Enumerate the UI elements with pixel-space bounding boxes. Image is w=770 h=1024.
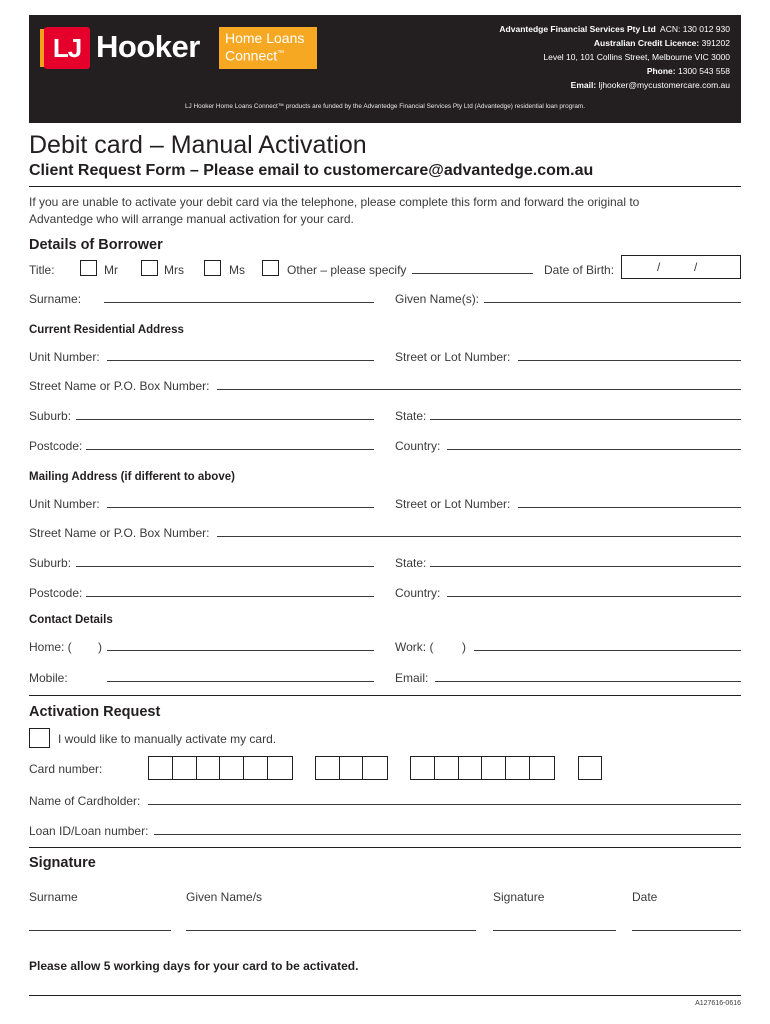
logo-home-loans-text: Home Loans: [225, 30, 305, 46]
contact-email-label: Email:: [395, 671, 429, 685]
divider: [29, 995, 741, 996]
sig-surname-label: Surname: [29, 890, 78, 904]
given-names-field[interactable]: [484, 292, 741, 303]
phone-label: Phone:: [646, 66, 676, 76]
mail-street-lot-field[interactable]: [518, 497, 741, 508]
card-digit-box[interactable]: [363, 757, 387, 779]
cardholder-label: Name of Cardholder:: [29, 794, 141, 808]
email-value: ljhooker@mycustomercare.com.au: [598, 80, 730, 90]
card-digit-box[interactable]: [579, 757, 601, 779]
res-postcode-field[interactable]: [86, 439, 374, 450]
mail-unit-label: Unit Number:: [29, 497, 100, 511]
given-names-label: Given Name(s):: [395, 292, 480, 306]
section-heading-activation: Activation Request: [29, 704, 161, 720]
intro-text-line2: Advantedge who will arrange manual activation for your card.: [29, 212, 354, 226]
card-digit-box[interactable]: [244, 757, 268, 779]
mail-postcode-field[interactable]: [86, 586, 374, 597]
mail-street-lot-label: Street or Lot Number:: [395, 497, 511, 511]
card-number-group-1[interactable]: [148, 756, 293, 780]
page-subtitle: Client Request Form – Please email to customercare@advantedge.com.au: [29, 162, 594, 179]
title-ms-label: Ms: [229, 263, 245, 277]
intro-text-line1: If you are unable to activate your debit card via the telephone, please complete this form and forward the original to: [29, 195, 640, 209]
card-number-group-3[interactable]: [410, 756, 555, 780]
work-phone-field[interactable]: [474, 640, 741, 651]
sig-signature-field[interactable]: [493, 920, 616, 931]
res-state-label: State:: [395, 409, 427, 423]
processing-note: Please allow 5 working days for your card to be activated.: [29, 959, 359, 973]
res-unit-field[interactable]: [107, 350, 374, 361]
mobile-field[interactable]: [107, 671, 374, 682]
res-street-lot-field[interactable]: [518, 350, 741, 361]
phone-line: [647, 64, 730, 78]
mail-postcode-label: Postcode:: [29, 586, 83, 600]
mail-suburb-label: Suburb:: [29, 556, 72, 570]
title-other-field[interactable]: [412, 263, 533, 274]
header-banner: [29, 15, 741, 123]
res-country-field[interactable]: [447, 439, 741, 450]
licence-line: [594, 36, 730, 50]
page-title: Debit card – Manual Activation: [29, 131, 367, 159]
section-heading-signature: Signature: [29, 855, 96, 871]
company-acn: ACN: 130 012 930: [660, 24, 730, 34]
surname-label: Surname:: [29, 292, 82, 306]
contact-email-field[interactable]: [435, 671, 741, 682]
mobile-label: Mobile:: [29, 671, 68, 685]
title-label: Title:: [29, 263, 55, 277]
form-code: A127616-0616: [695, 1000, 741, 1007]
funding-note: LJ Hooker Home Loans Connect™ products are funded by the Advantedge Financial Services Pty Ltd (Advantedge) residential loan program.: [185, 103, 585, 110]
dob-label: Date of Birth:: [544, 263, 615, 277]
card-digit-box[interactable]: [316, 757, 340, 779]
card-digit-box[interactable]: [530, 757, 554, 779]
title-mrs-checkbox[interactable]: [141, 260, 158, 276]
card-digit-box[interactable]: [482, 757, 506, 779]
company-name: Advantedge Financial Services Pty Ltd: [499, 24, 656, 34]
dob-separator: /: [694, 260, 698, 274]
section-heading-residential: Current Residential Address: [29, 324, 184, 336]
card-digit-box[interactable]: [340, 757, 364, 779]
work-phone-paren: ): [462, 640, 466, 654]
card-number-group-4[interactable]: [578, 756, 602, 780]
loan-id-field[interactable]: [154, 824, 741, 835]
mail-state-field[interactable]: [430, 556, 741, 567]
email-label: Email:: [570, 80, 597, 90]
card-digit-box[interactable]: [459, 757, 483, 779]
res-suburb-label: Suburb:: [29, 409, 72, 423]
lj-hooker-logo: [44, 27, 304, 69]
mail-unit-field[interactable]: [107, 497, 374, 508]
res-postcode-label: Postcode:: [29, 439, 83, 453]
home-phone-field[interactable]: [107, 640, 374, 651]
section-heading-borrower: Details of Borrower: [29, 237, 163, 253]
company-line: [499, 22, 730, 36]
res-country-label: Country:: [395, 439, 441, 453]
dob-separator: /: [657, 260, 661, 274]
res-street-name-label: Street Name or P.O. Box Number:: [29, 379, 210, 393]
section-heading-mailing: Mailing Address (if different to above): [29, 471, 235, 483]
section-heading-contact: Contact Details: [29, 614, 113, 626]
title-other-checkbox[interactable]: [262, 260, 279, 276]
sig-date-field[interactable]: [632, 920, 741, 931]
sig-date-label: Date: [632, 890, 658, 904]
logo-lj-mark: LJ: [44, 27, 90, 69]
res-unit-label: Unit Number:: [29, 350, 100, 364]
logo-hooker-text: Hooker: [96, 29, 200, 64]
cardholder-field[interactable]: [148, 794, 741, 805]
card-digit-box[interactable]: [411, 757, 435, 779]
title-mrs-label: Mrs: [164, 263, 184, 277]
mail-street-name-label: Street Name or P.O. Box Number:: [29, 526, 210, 540]
mail-state-label: State:: [395, 556, 427, 570]
divider: [29, 186, 741, 187]
loan-id-label: Loan ID/Loan number:: [29, 824, 149, 838]
sig-signature-label: Signature: [493, 890, 545, 904]
surname-field[interactable]: [104, 292, 374, 303]
mail-country-label: Country:: [395, 586, 441, 600]
home-phone-paren: ): [98, 640, 102, 654]
card-digit-box[interactable]: [197, 757, 221, 779]
licence-label: Australian Credit Licence:: [593, 38, 700, 48]
sig-given-label: Given Name/s: [186, 890, 263, 904]
divider: [29, 847, 741, 848]
card-digit-box[interactable]: [506, 757, 530, 779]
dob-field[interactable]: [621, 255, 741, 279]
card-digit-box[interactable]: [173, 757, 197, 779]
card-number-label: Card number:: [29, 762, 103, 776]
activate-checkbox-label: I would like to manually activate my card.: [58, 732, 277, 746]
title-ms-checkbox[interactable]: [204, 260, 221, 276]
card-digit-box[interactable]: [435, 757, 459, 779]
logo-home-loans-connect: [219, 27, 317, 69]
company-address: Level 10, 101 Collins Street, Melbourne VIC 3000: [543, 52, 730, 62]
mail-suburb-field[interactable]: [76, 556, 374, 567]
card-number-group-2[interactable]: [315, 756, 388, 780]
card-digit-box[interactable]: [268, 757, 292, 779]
licence-value: 391202: [701, 38, 730, 48]
title-mr-checkbox[interactable]: [80, 260, 97, 276]
sig-given-field[interactable]: [186, 920, 476, 931]
card-digit-box[interactable]: [220, 757, 244, 779]
mail-country-field[interactable]: [447, 586, 741, 597]
activate-checkbox[interactable]: [29, 728, 50, 748]
res-street-name-field[interactable]: [217, 379, 741, 390]
res-state-field[interactable]: [430, 409, 741, 420]
title-other-label: Other – please specify: [287, 263, 407, 277]
sig-surname-field[interactable]: [29, 920, 171, 931]
title-mr-label: Mr: [104, 263, 118, 277]
res-suburb-field[interactable]: [76, 409, 374, 420]
logo-connect-text: Connect: [225, 47, 278, 64]
phone-value: 1300 543 558: [678, 66, 730, 76]
logo-tm: ™: [277, 50, 285, 57]
home-phone-label: Home: (: [29, 640, 72, 654]
res-street-lot-label: Street or Lot Number:: [395, 350, 511, 364]
card-digit-box[interactable]: [149, 757, 173, 779]
divider: [29, 695, 741, 696]
mail-street-name-field[interactable]: [217, 526, 741, 537]
email-line: [571, 78, 730, 92]
work-phone-label: Work: (: [395, 640, 434, 654]
